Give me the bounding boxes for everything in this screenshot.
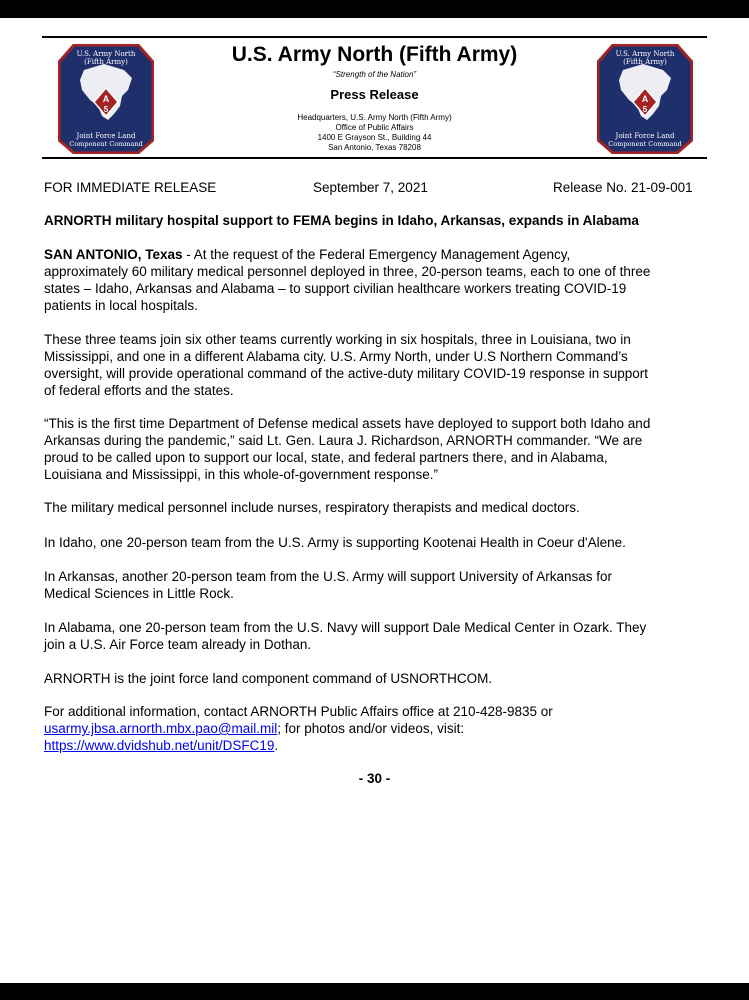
text-line: In Alabama, one 20-person team from the U.S. Navy will support Dale Medical Center in Ozark. They	[44, 620, 647, 635]
text-line: Louisiana and Mississippi, in this whole-of-government response.”	[44, 467, 438, 482]
text-line: patients in local hospitals.	[44, 298, 198, 313]
text-line: of federal efforts and the states.	[44, 383, 234, 398]
text-line: The military medical personnel include nurses, respiratory therapists and medical doctors.	[44, 500, 580, 515]
text-fragment: .	[274, 738, 279, 753]
text-line: Arkansas during the pandemic,” said Lt. Gen. Laura J. Richardson, ARNORTH commander. “We are	[44, 433, 643, 448]
text-line: ARNORTH is the joint force land component command of USNORTHCOM.	[44, 671, 493, 686]
headline: ARNORTH military hospital support to FEMA begins in Idaho, Arkansas, expands in Alabama	[44, 213, 639, 228]
organization-title: U.S. Army North (Fifth Army)	[231, 43, 518, 66]
text-line	[44, 246, 709, 263]
address-line: San Antonio, Texas 78208	[328, 143, 421, 152]
release-number: Release No. 21-09-001	[553, 180, 693, 195]
emblem-top-text-2: (Fifth Army)	[84, 58, 128, 66]
emblem-top-text-1: U.S. Army North	[76, 50, 136, 58]
emblem-top-text-2: (Fifth Army)	[623, 58, 667, 66]
emblem-numeral: 5	[642, 105, 648, 114]
emblem-letter: A	[641, 94, 649, 104]
paragraph-arkansas	[44, 568, 709, 602]
text-line: These three teams join six other teams currently working in six hospitals, three in Louisiana, two in	[44, 332, 631, 347]
text-fragment: ; for photos and/or videos, visit:	[277, 721, 465, 736]
emblem-bottom-text-2: Component Command	[608, 140, 682, 148]
end-mark: - 30 -	[358, 771, 391, 786]
paragraph-idaho	[44, 534, 709, 551]
paragraph-alabama	[44, 619, 709, 653]
address-line: 1400 E Grayson St., Building 44	[317, 133, 432, 142]
emblem-bottom-text-1: Joint Force Land	[615, 132, 675, 140]
text-line: In Idaho, one 20-person team from the U.S. Army is supporting Kootenai Health in Coeur d'Alene.	[44, 535, 626, 550]
top-black-band	[0, 0, 749, 18]
emblem-numeral: 5	[103, 105, 109, 114]
text-fragment: - At the request of the Federal Emergency Management Agency,	[182, 247, 571, 262]
text-line: proud to be called upon to support our local, state, and federal partners there, and in Alabama,	[44, 450, 608, 465]
paragraph-arnorth	[44, 670, 709, 687]
dvids-link[interactable]: https://www.dvidshub.net/unit/DSFC19	[44, 738, 275, 753]
text-line: approximately 60 military medical personnel deployed in three, 20-person teams, each to one of three	[44, 264, 651, 279]
release-date: September 7, 2021	[313, 180, 428, 195]
paragraph-intro	[44, 246, 709, 314]
paragraph-contact	[44, 703, 709, 754]
emblem-top-text-1: U.S. Army North	[615, 50, 675, 58]
paragraph-quote	[44, 415, 709, 483]
emblem-letter: A	[102, 94, 110, 104]
dateline: SAN ANTONIO, Texas	[44, 247, 183, 262]
paragraph-teams	[44, 331, 709, 399]
header-rule-top	[42, 36, 707, 38]
email-link[interactable]: usarmy.jbsa.arnorth.mbx.pao@mail.mil	[44, 721, 278, 736]
emblem-bottom-text-1: Joint Force Land	[76, 132, 136, 140]
text-line: In Arkansas, another 20-person team from the U.S. Army will support University of Arkansas for	[44, 569, 612, 584]
bottom-black-band	[0, 983, 749, 1000]
text-line: “This is the first time Department of Defense medical assets have deployed to support both Idaho and	[44, 416, 651, 431]
document-type: Press Release	[330, 87, 419, 102]
paragraph-personnel	[44, 499, 709, 516]
text-line: For additional information, contact ARNORTH Public Affairs office at 210-428-9835 or	[44, 704, 553, 719]
header-rule-bottom	[42, 157, 707, 159]
army-north-emblem-left	[58, 44, 154, 154]
text-line: Medical Sciences in Little Rock.	[44, 586, 234, 601]
text-line: Mississippi, and one in a different Alabama city. U.S. Army North, under U.S Northern Command’s	[44, 349, 628, 364]
text-line: oversight, will provide operational command of the active-duty military COVID-19 response in support	[44, 366, 649, 381]
text-line	[44, 737, 709, 754]
address-line: Office of Public Affairs	[335, 123, 414, 132]
address-line: Headquarters, U.S. Army North (Fifth Army)	[297, 113, 452, 122]
text-line: join a U.S. Air Force team already in Dothan.	[44, 637, 312, 652]
release-type: FOR IMMEDIATE RELEASE	[44, 180, 217, 195]
text-line: states – Idaho, Arkansas and Alabama – to support civilian healthcare workers treating COVID-19	[44, 281, 627, 296]
army-north-emblem-right	[597, 44, 693, 154]
organization-motto: “Strength of the Nation”	[332, 70, 417, 79]
text-line	[44, 720, 709, 737]
emblem-bottom-text-2: Component Command	[69, 140, 143, 148]
